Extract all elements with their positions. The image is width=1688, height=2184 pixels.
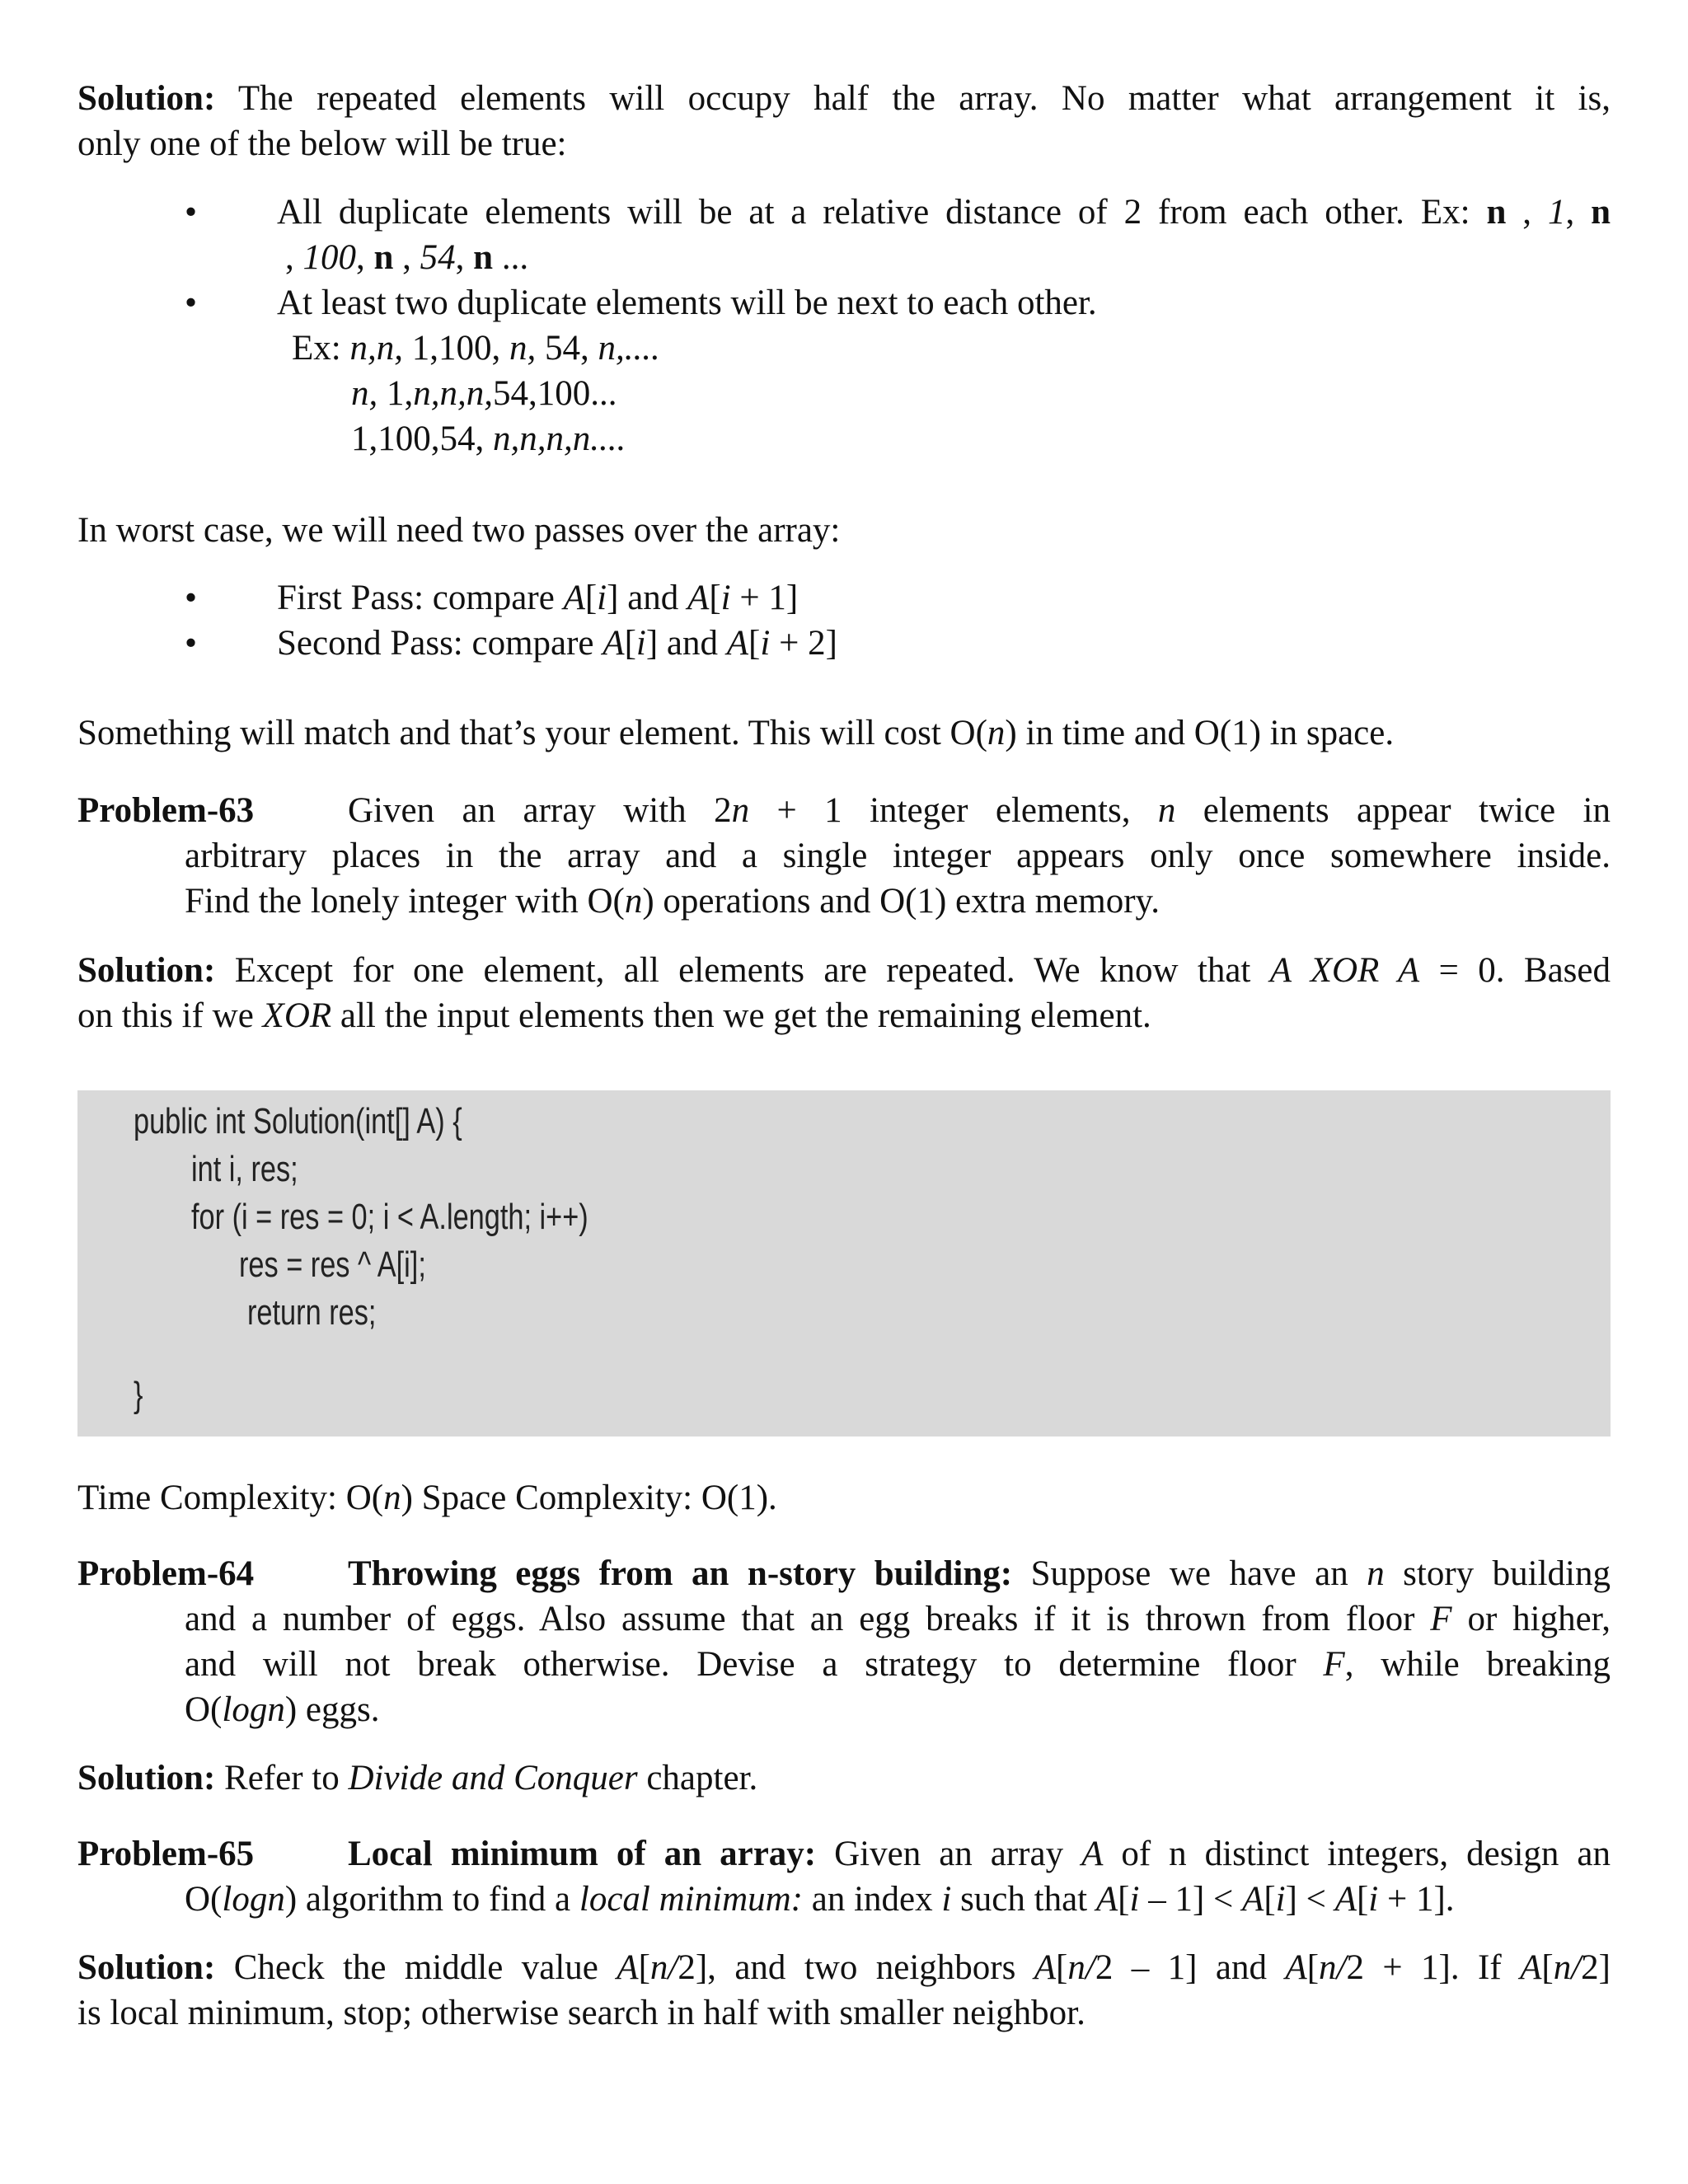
num-italic: 54 <box>420 238 456 277</box>
math-italic: n <box>987 714 1006 752</box>
n-bold: n <box>1591 193 1611 232</box>
math-italic: A <box>617 1948 639 1987</box>
ex-text: 54, <box>536 329 598 368</box>
ex-italic: n, <box>509 329 537 368</box>
solution-label: Solution: <box>77 951 216 990</box>
match-text: ) in time and O(1) in space. <box>1005 714 1395 752</box>
math-italic: n/ <box>1319 1948 1347 1987</box>
problem-65-line-2 <box>185 1877 1619 1922</box>
math-italic: n <box>1157 791 1176 830</box>
ex-italic: n,n, <box>349 329 403 368</box>
math-italic: A <box>1285 1948 1307 1987</box>
math-italic: i <box>1275 1880 1286 1919</box>
ex-text: 1,100, <box>402 329 509 368</box>
problem-63-line-1-text <box>348 788 1611 833</box>
math: [ <box>624 624 636 663</box>
example-line-2 <box>351 371 1688 416</box>
num-italic: 100 <box>302 238 356 277</box>
n-bold: n <box>473 238 494 277</box>
solution-text: Check the middle value <box>215 1948 617 1987</box>
solution-text: Except for one element, all elements are repeated. We know that <box>234 951 1270 990</box>
bullet-icon: • <box>185 193 198 232</box>
term-italic: local minimum: <box>579 1880 803 1919</box>
solution-65-line-2 <box>77 1990 1611 2036</box>
math-italic: A <box>1081 1835 1104 1873</box>
sep: , <box>393 238 420 277</box>
problem-title: Throwing eggs from an n-story building: <box>348 1554 1013 1593</box>
code-line-6: } <box>134 1375 143 1415</box>
problem-text: or higher, <box>1451 1600 1611 1638</box>
solution-text: 2], and two neighbors <box>678 1948 1034 1987</box>
bullet-icon: • <box>185 284 198 322</box>
problem-label: Problem-64 <box>77 1554 255 1593</box>
ex-italic: n,n,n, <box>413 374 493 413</box>
code-line-2: int i, res; <box>191 1149 298 1189</box>
math-italic: n/ <box>649 1948 678 1987</box>
problem-text: of n distinct integers, design an <box>1103 1835 1611 1873</box>
worst-case-paragraph <box>77 508 1611 553</box>
math-italic: i <box>635 624 646 663</box>
math-italic: logn <box>222 1880 285 1919</box>
math: + 1]. <box>1378 1880 1455 1919</box>
math-italic: A <box>1095 1880 1118 1919</box>
problem-text: and a number of eggs. Also assume that an egg breaks if it is thrown from floor <box>185 1600 1431 1638</box>
math-italic: A <box>1520 1948 1542 1987</box>
solution-text: 2 + 1]. If <box>1346 1948 1521 1987</box>
sep: , <box>1565 193 1592 232</box>
problem-text: ) algorithm to find a <box>284 1880 579 1919</box>
problem-text: Find the lonely integer with O( <box>185 882 625 921</box>
code-line-3: for (i = res = 0; i < A.length; i++) <box>191 1197 588 1237</box>
problem-text: elements appear twice in <box>1175 791 1611 830</box>
first-pass-text <box>277 575 1688 621</box>
pass-text: ] and <box>645 624 727 663</box>
math-italic: A <box>603 624 625 663</box>
solution-text: on this if we <box>77 996 263 1035</box>
math-italic: F <box>1430 1600 1452 1638</box>
problem-text: and will not break otherwise. Devise a strategy to determine floor <box>185 1645 1324 1684</box>
problem-label: Problem-65 <box>77 1835 255 1873</box>
solution-label: Solution: <box>77 1948 216 1987</box>
math-italic: n/ <box>1067 1948 1095 1987</box>
math-italic: n <box>1367 1554 1385 1593</box>
math-italic: A <box>1034 1948 1057 1987</box>
complexity-text: Time Complexity: O( <box>77 1479 384 1517</box>
ex-text: 1, <box>377 374 414 413</box>
match-paragraph <box>77 710 1611 756</box>
math: 2] <box>1581 1948 1611 1987</box>
problem-text: ) operations and O(1) extra memory. <box>642 882 1160 921</box>
problem-65-line-1-text <box>348 1831 1611 1877</box>
solution-text-line-1: The repeated elements will occupy half the array. No matter what arrangement it is, <box>237 79 1611 118</box>
solution-label: Solution: <box>77 1759 216 1797</box>
math-italic: i <box>941 1880 952 1919</box>
solution-63-line-1 <box>77 948 1611 993</box>
problem-text: , while breaking <box>1344 1645 1611 1684</box>
math: [ <box>584 579 598 617</box>
math: [ <box>638 1948 650 1987</box>
problem-text: ) eggs. <box>284 1690 380 1729</box>
math: – 1] < <box>1139 1880 1243 1919</box>
n-bold: n <box>1486 193 1507 232</box>
sep: , <box>285 238 303 277</box>
solution-text: all the input elements then we get the remaining element. <box>331 996 1151 1035</box>
solution-64 <box>77 1755 1611 1801</box>
solution-label: Solution: <box>77 79 216 118</box>
example-label: Ex: <box>292 329 350 368</box>
math: [ <box>1306 1948 1320 1987</box>
math-italic: i <box>597 579 607 617</box>
problem-64-line-2 <box>185 1596 1611 1642</box>
problem-label: Problem-63 <box>77 791 255 830</box>
solution-text: is local minimum, stop; otherwise search in half with smaller neighbor. <box>77 1994 1085 2032</box>
math-italic: i <box>760 624 771 663</box>
math: ] < <box>1285 1880 1335 1919</box>
sep: , <box>455 238 474 277</box>
num-italic: 1 <box>1547 193 1566 232</box>
pass-text: Second Pass: compare <box>277 624 603 663</box>
pass-text: First Pass: compare <box>277 579 564 617</box>
problem-64-line-4 <box>185 1687 1611 1732</box>
problem-64-line-3 <box>185 1642 1611 1687</box>
problem-64-line-1-text <box>348 1551 1611 1596</box>
pass-text: ] and <box>607 579 688 617</box>
bullet-text-line <box>277 280 1688 326</box>
math-italic: A <box>687 579 710 617</box>
problem-text: Suppose we have an <box>1012 1554 1367 1593</box>
bullet-icon: • <box>185 579 198 617</box>
sep: , <box>1506 193 1548 232</box>
math: [ <box>1541 1948 1554 1987</box>
code-block <box>77 1090 1611 1436</box>
problem-text: O( <box>185 1690 223 1729</box>
match-text: Something will match and that’s your element. This will cost O( <box>77 714 987 752</box>
complexity-paragraph <box>77 1475 1611 1521</box>
bullet-text: At least two duplicate elements will be next to each other. <box>277 284 1097 322</box>
math-italic: n/ <box>1553 1948 1582 1987</box>
math-italic: n <box>731 791 750 830</box>
math-italic: A <box>1242 1880 1264 1919</box>
math-italic: A <box>1334 1880 1357 1919</box>
math-italic: A XOR A <box>1269 951 1420 990</box>
solution-text-line-2 <box>77 121 1611 166</box>
worst-case-text: In worst case, we will need two passes over the array: <box>77 511 841 550</box>
math: [ <box>748 624 761 663</box>
problem-63-line-3 <box>185 879 1611 924</box>
math-italic: i <box>1129 1880 1140 1919</box>
problem-text: story building <box>1384 1554 1611 1593</box>
math-italic: n <box>624 882 643 921</box>
code-line-4: res = res ^ A[i]; <box>239 1244 426 1285</box>
example-line-3 <box>351 416 1688 462</box>
math: [ <box>709 579 721 617</box>
math: [ <box>1356 1880 1369 1919</box>
bullet-icon: • <box>185 624 198 663</box>
math-italic: A <box>563 579 585 617</box>
problem-text: arbitrary places in the array and a single integer appears only once somewhere inside. <box>185 837 1611 875</box>
chapter-ref: Divide and Conquer <box>348 1759 638 1797</box>
problem-text: O( <box>185 1880 223 1919</box>
problem-text: Given an array <box>816 1835 1082 1873</box>
math-italic: i <box>1368 1880 1379 1919</box>
sep: , <box>356 238 374 277</box>
solution-line-2-text: only one of the below will be true: <box>77 124 567 163</box>
math-italic: XOR <box>262 996 332 1035</box>
example-line-1 <box>292 326 1688 371</box>
solution-text: chapter. <box>637 1759 758 1797</box>
problem-text: such that <box>951 1880 1096 1919</box>
second-pass-text <box>277 621 1688 666</box>
code-line-1: public int Solution(int[] A) { <box>134 1101 462 1141</box>
n-bold: n <box>373 238 394 277</box>
math: [ <box>1056 1948 1068 1987</box>
problem-text: Given an array with 2 <box>348 791 732 830</box>
math-italic: logn <box>222 1690 285 1729</box>
solution-text: Refer to <box>215 1759 349 1797</box>
math-italic: n <box>383 1479 401 1517</box>
math: + 2] <box>770 624 837 663</box>
problem-text: + 1 integer elements, <box>749 791 1158 830</box>
bullet-text-line-2 <box>285 235 1688 280</box>
solution-65-line-1 <box>77 1945 1611 1990</box>
problem-63-line-2 <box>185 833 1611 879</box>
math-italic: A <box>726 624 749 663</box>
ex-italic: n,n,n,n.... <box>493 419 626 458</box>
math: [ <box>1118 1880 1130 1919</box>
math: [ <box>1264 1880 1276 1919</box>
ex-italic: n,.... <box>598 329 660 368</box>
ex-text: 1,100,54, <box>351 419 493 458</box>
solution-paragraph-1 <box>77 76 1611 121</box>
math: + 1] <box>730 579 799 617</box>
ex-text: 54,100... <box>493 374 617 413</box>
problem-text: an index <box>803 1880 942 1919</box>
solution-63-line-2 <box>77 993 1611 1038</box>
math-italic: i <box>720 579 731 617</box>
bullet-text: All duplicate elements will be at a relative distance of 2 from each other. Ex: <box>277 193 1487 232</box>
solution-text: 2 – 1] and <box>1095 1948 1286 1987</box>
complexity-text: ) Space Complexity: O(1). <box>401 1479 777 1517</box>
bullet-text-line-1 <box>277 190 1611 235</box>
code-line-5: return res; <box>247 1292 377 1333</box>
ex-italic: n, <box>351 374 378 413</box>
ellipsis: ... <box>493 238 529 277</box>
problem-title: Local minimum of an array: <box>348 1835 817 1873</box>
solution-text: = 0. Based <box>1419 951 1611 990</box>
math-italic: F <box>1323 1645 1345 1684</box>
